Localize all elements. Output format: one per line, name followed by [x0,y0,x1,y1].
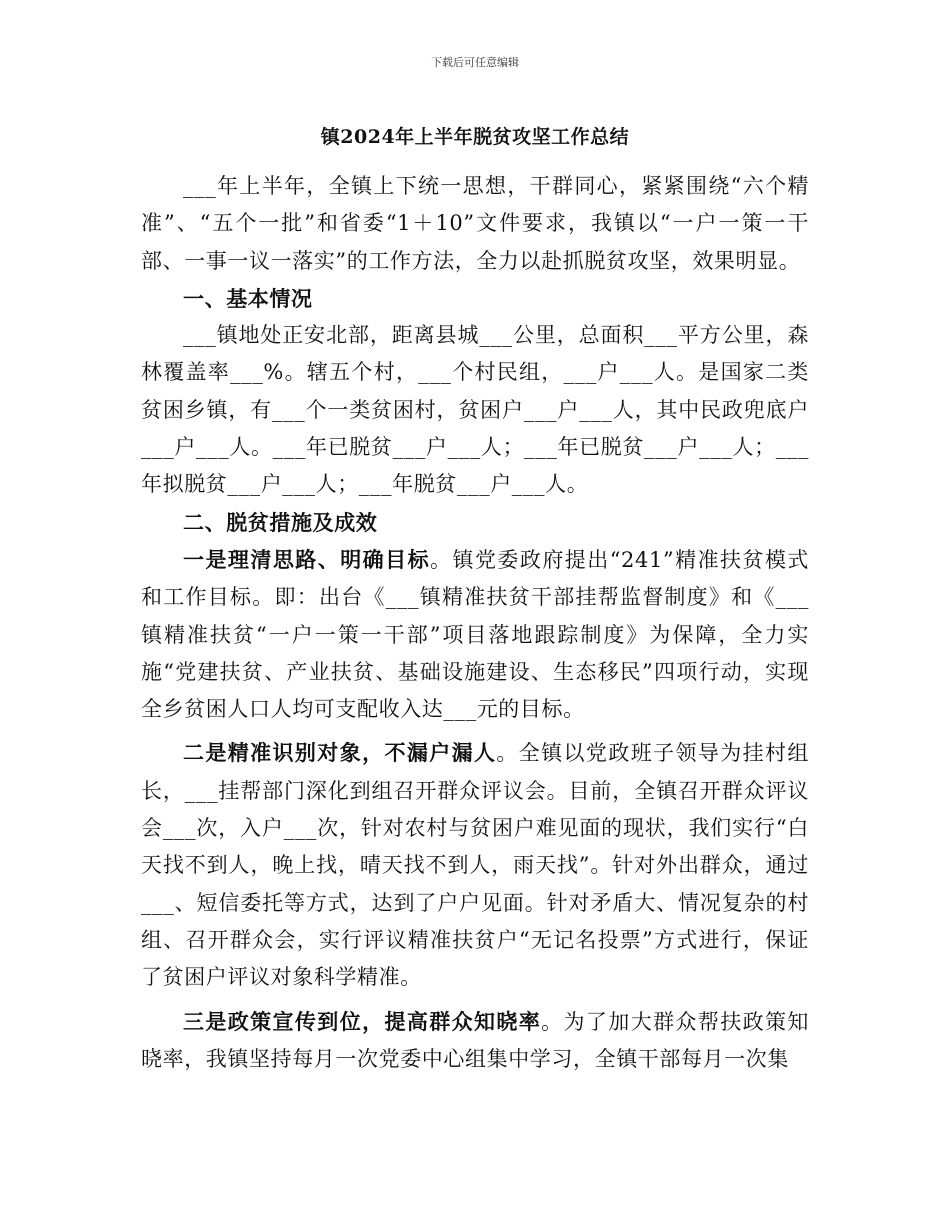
paragraph-text: 。镇党委政府提出“241”精准扶贫模式和工作目标。即：出台《___镇精准扶贫干部挂帮监督制度》和《___镇精准扶贫“一户一策一干部”项目落地跟踪制度》为保障，全力实施“党建扶贫、产业扶贫、基础设施建设、生态移民”四项行动，实现全乡贫困人口人均可支配收入达___元的目标。 [141,547,810,722]
header-note: 下载后可任意编辑 [431,56,519,69]
paragraph-text: 。为了加大群众帮扶政策知晓率，我镇坚持每月一次党委中心组集中学习，全镇干部每月一次集 [141,1009,809,1071]
paragraph-text: ___镇地处正安北部，距离县城___公里，总面积___平方公里，森林覆盖率___%。辖五个村，___个村民组，___户___人。是国家二类贫困乡镇，有___个一类贫困村，贫困户___户___人，其中民政兜底户___户___人。___年已脱贫___户___人；___年已脱贫___户___人；___年拟脱贫___户___人；___年脱贫___户___人。 [141,323,809,497]
section-heading-basic: 一、基本情况 [183,285,313,311]
document-body [141,168,809,1078]
paragraph-lead: 一是理清思路、明确目标 [183,546,431,572]
measure-paragraph-3 [141,1003,809,1079]
document-title: 镇2024年上半年脱贫攻坚工作总结 [320,126,630,148]
paragraph-lead: 二是精准识别对象，不漏户漏人 [183,740,497,766]
basic-info-paragraph [141,317,809,503]
measure-paragraph-1 [141,541,809,728]
paragraph-text: 。全镇以党政班子领导为挂村组长，___挂帮部门深化到组召开群众评议会。目前，全镇召开群众评议会___次，入户___次，针对农村与贫困户难见面的现状，我们实行“白天找不到人，晚上找，晴天找不到人，雨天找”。针对外出群众，通过___、短信委托等方式，达到了户户见面。针对矛盾大、情况复杂的村组、召开群众会，实行评议精准扶贫户“无记名投票”方式进行，保证了贫困户评议对象科学精准。 [141,741,809,990]
measure-paragraph-2 [141,734,809,996]
section-heading-measures: 二、脱贫措施及成效 [183,509,378,535]
intro-paragraph [141,168,809,280]
paragraph-lead: 三是政策宣传到位，提高群众知晓率 [183,1008,542,1034]
paragraph-text: ___年上半年，全镇上下统一思想，干群同心，紧紧围绕“六个精准”、“五个一批”和省委“1＋10”文件要求，我镇以“一户一策一干部、一事一议一落实”的工作方法，全力以赴抓脱贫攻坚，效果明显。 [141,174,809,273]
